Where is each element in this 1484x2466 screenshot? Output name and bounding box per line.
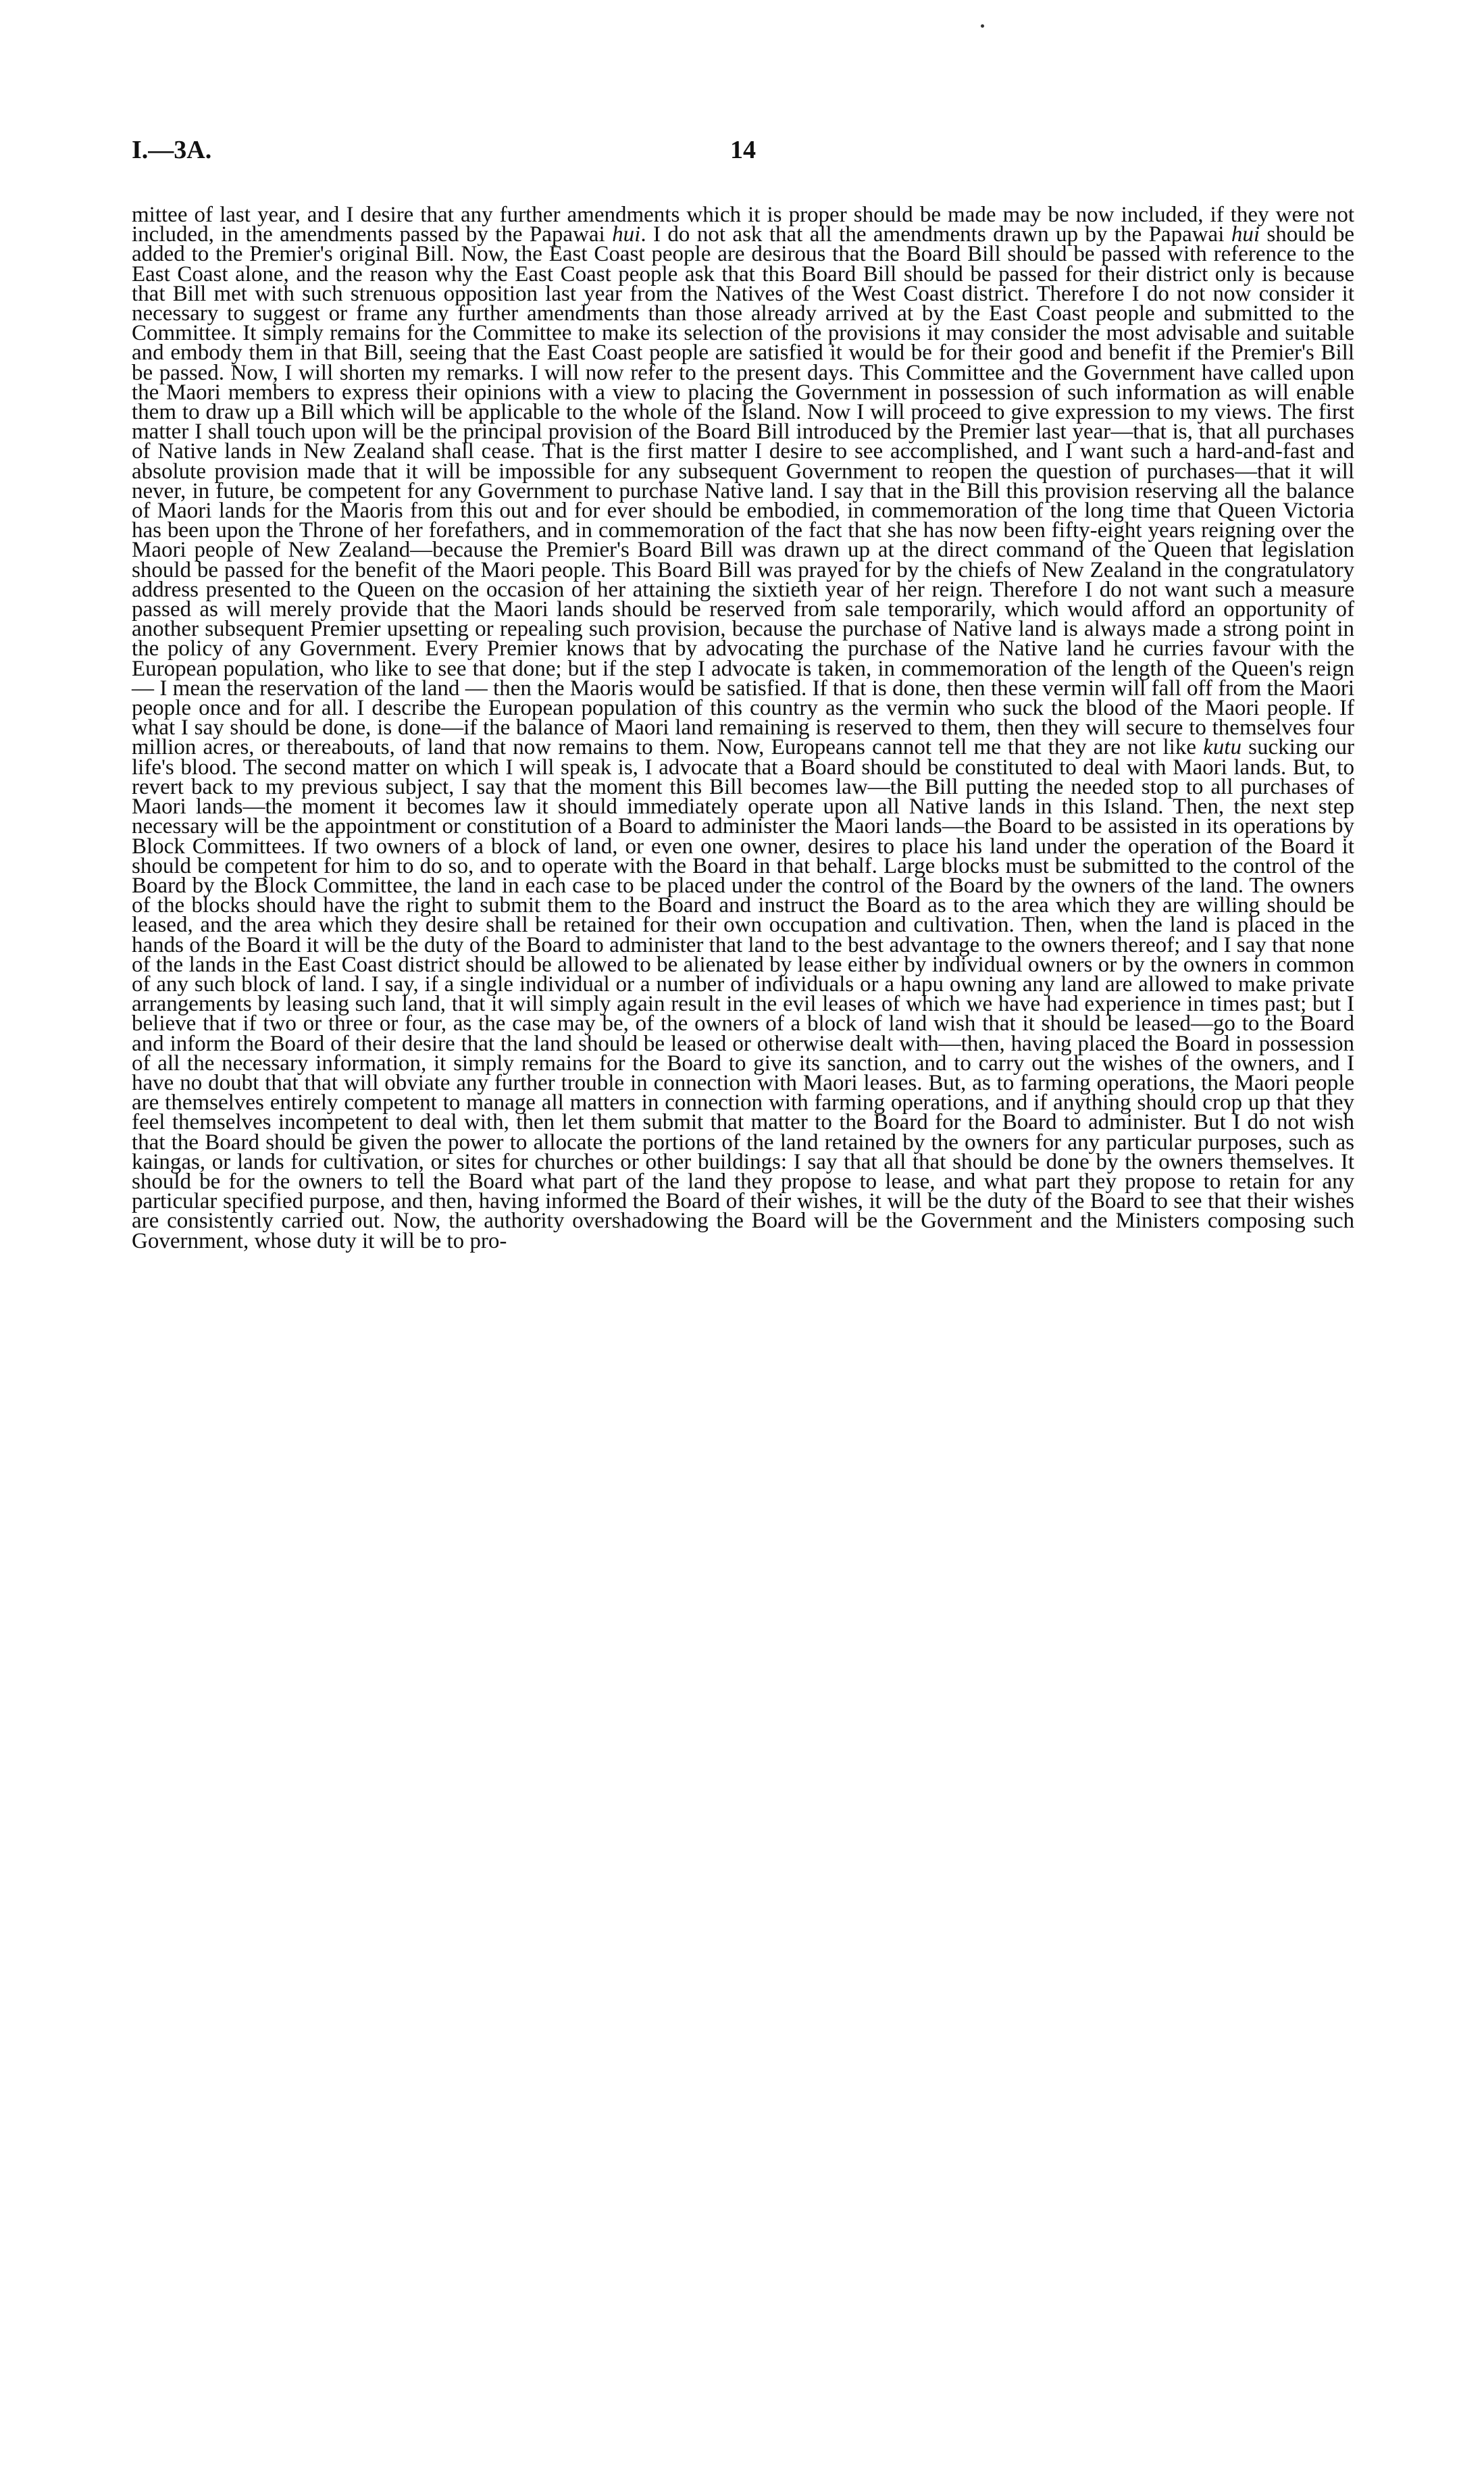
- page-header: [132, 135, 1354, 176]
- text-segment: mittee of last year, and I desire that any further amendments which it is proper should be made may be now included, if they were not included, in the amendments passed by the Papawai: [132, 203, 1354, 247]
- text-segment: . I do not ask that all the amendments drawn up by the Papawai: [640, 222, 1231, 247]
- text-segment: should be added to the Premier's original Bill. Now, the East Coast people are desirous that the Board Bill should be passed with reference to the East Coast alone, and the reason why the East Coast people ask that this Board Bill should be passed for their district only is because that Bill met with such strenuous opposition last year from the Natives of the West Coast district. Therefore I do not now consider it necessary to suggest or frame any further amendments than those already arrived at by the East Coast people and submitted to the Committee. It simply remains for the Committee to make its selection of the provisions it may consider the most advisable and suitable and embody them in that Bill, seeing that the East Coast people are satisfied it would be for their good and benefit if the Premier's Bill be passed. Now, I will shorten my remarks. I will now refer to the present days. This Committee and the Government have called upon the Maori members to express their opinions with a view to placing the Government in possession of such information as will enable them to draw up a Bill which will be applicable to the whole of the Island. Now I will proceed to give expression to my views. The first matter I shall touch upon will be the principal provision of the Board Bill introduced by the Premier last year—that is, that all purchases of Native lands in New Zealand shall cease. That is the first matter I desire to see accomplished, and I want such a hard-and-fast and absolute provision made that it will be impossible for any subsequent Government to reopen the question of purchases—that it will never, in future, be competent for any Government to purchase Native land. I say that in the Bill this provision reserving all the balance of Maori lands for the Maoris from this out and for ever should be embodied, in commemoration of the long time that Queen Victoria has been upon the Throne of her forefathers, and in commemoration of the fact that she has now been fifty-eight years reigning over the Maori people of New Zealand—because the Premier's Board Bill was drawn up at the direct command of the Queen that legislation should be passed for the benefit of the Maori people. This Board Bill was prayed for by the chiefs of New Zealand in the congratulatory address presented to the Queen on the occasion of her attaining the sixtieth year of her reign. Therefore I do not want such a measure passed as will merely provide that the Maori lands should be reserved from sale temporarily, which would afford an opportunity of another subsequent Premier upsetting or repealing such provision, because the purchase of Native land is always made a strong point in the policy of any Government. Every Premier knows that by advocating the purchase of the Native land he curries favour with the European population, who like to see that done; but if the step I advocate is taken, in commemoration of the length of the Queen's reign — I mean the reservation of the land — then the Maoris would be satisfied. If that is done, then these vermin will fall off from the Maori people once and for all. I describe the European population of this country as the vermin who suck the blood of the Maori people. If what I say should be done, is done—if the balance of Maori land remaining is reserved to them, then they will secure to themselves four million acres, or thereabouts, of land that now remains to them. Now, Europeans cannot tell me that they are not like: [132, 222, 1354, 760]
- scan-speck: [981, 24, 984, 28]
- document-reference: I.—3A.: [132, 136, 212, 164]
- italic-term: kutu: [1203, 735, 1242, 760]
- italic-term: hui: [1231, 222, 1260, 247]
- page-number: 14: [730, 136, 756, 164]
- text-segment: sucking our life's blood. The second matter on which I will speak is, I advocate that a Board should be constituted to deal with Maori lands. But, to revert back to my previous subject, I say that the moment this Bill becomes law—the Bill putting the needed stop to all purchases of Maori lands—the moment it becomes law it should immediately operate upon all Native lands in this Island. Then, the next step necessary will be the appointment or constitution of a Board to administer the Maori lands—the Board to be assisted in its operations by Block Committees. If two owners of a block of land, or even one owner, desires to place his land under the operation of the Board it should be competent for him to do so, and to operate with the Board in that behalf. Large blocks must be submitted to the control of the Board by the Block Committee, the land in each case to be placed under the control of the Board by the owners of the land. The owners of the blocks should have the right to submit them to the Board and instruct the Board as to the area which they are willing should be leased, and the area which they desire shall be retained for their own occupation and cultivation. Then, when the land is placed in the hands of the Board it will be the duty of the Board to administer that land to the best advantage to the owners thereof; and I say that none of the lands in the East Coast district should be allowed to be alienated by lease either by individual owners or by the owners in common of any such block of land. I say, if a single individual or a number of individuals or a hapu owning any land are allowed to make private arrangements by leasing such land, that it will simply again result in the evil leases of which we have had experience in times past; but I believe that if two or three or four, as the case may be, of the owners of a block of land wish that it should be leased—go to the Board and inform the Board of their desire that the land should be leased or otherwise dealt with—then, having placed the Board in possession of all the necessary information, it simply remains for the Board to give its sanction, and to carry out the wishes of the owners, and I have no doubt that that will obviate any further trouble in connection with Maori leases. But, as to farming operations, the Maori people are themselves entirely competent to manage all matters in connection with farming operations, and if anything should crop up that they feel themselves incompetent to deal with, then let them submit that matter to the Board for the Board to administer. But I do not wish that the Board should be given the power to allocate the portions of the land retained by the owners for any particular purposes, such as kaingas, or lands for cultivation, or sites for churches or other buildings: I say that all that should be done by the owners themselves. It should be for the owners to tell the Board what part of the land they propose to lease, and what part they propose to retain for any particular specified purpose, and then, having informed the Board of their wishes, it will be the duty of the Board to see that their wishes are consistently carried out. Now, the authority overshadowing the Board will be the Government and the Ministers composing such Government, whose duty it will be to pro-: [132, 735, 1354, 1253]
- body-paragraph: [132, 205, 1354, 1251]
- italic-term: hui: [612, 222, 641, 247]
